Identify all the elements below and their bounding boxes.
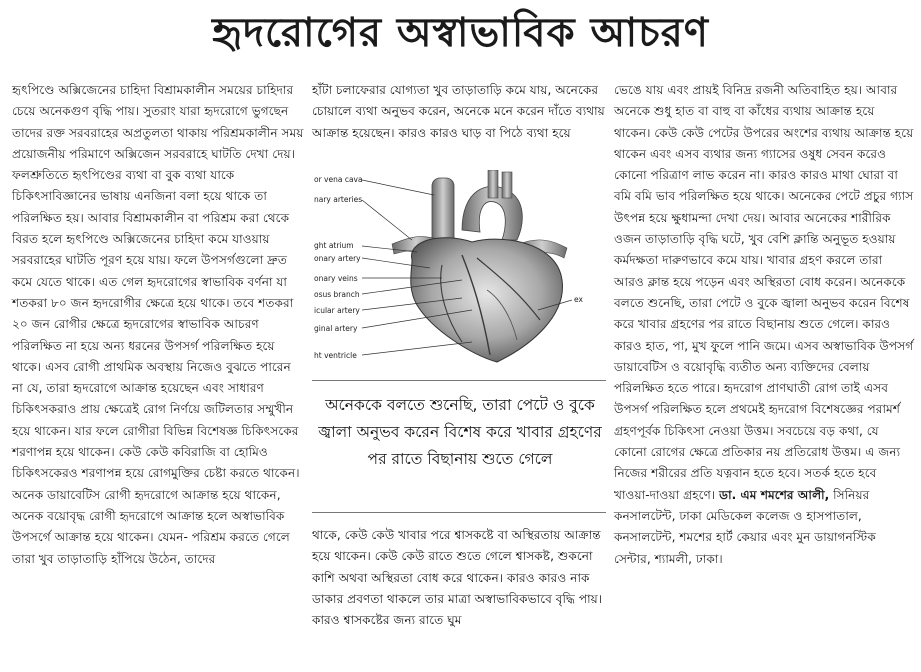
heart-label: or vena cava [314,175,363,184]
heart-label: nary arteries [314,195,363,204]
pointer-line [362,180,434,195]
heart-illustration [312,170,606,365]
author-credentials: সিনিয়র কনসালটেন্ট, ঢাকা মেডিকেল কলেজ ও হাসপাতাল, কনসালটেন্ট, শমশের হার্ট কেয়ার এবং মুন ডায়াগনস্টিক সেন্টার, শ্যামলী, ঢাকা। [614,487,876,566]
column-2-bottom-text: থাকে, কেউ কেউ খাবার পরে শ্বাসকষ্টে বা অস্থিরতায় আক্রান্ত হয়ে থাকেন। কেউ কেউ রাতে শুতে গেলে শ্বাসকষ্ট, শুকনো কাশি অথবা অস্থিরতা বোধ করে থাকেন। কারও কারও নাক ডাকার প্রবণতা থাকলে তার মাত্রা অস্বাভাবিকভাবে বৃদ্ধি পায়। কারও শ্বাসকষ্টের জন্য রাতে ঘুম [312,528,603,628]
heart-diagram [312,170,606,365]
pointer-line [362,342,472,355]
heart-label: ht ventricle [314,351,357,360]
headline: হৃদরোগের অস্বাভাবিক আচরণ [212,10,709,56]
pointer-line [362,200,412,240]
column-2-top [312,80,606,144]
heart-label: icular artery [314,306,360,315]
column-3-body: ভেঙে যায় এবং প্রায়ই বিনিদ্র রজনী অতিবাহিত হয়। আবার অনেকে শুধু হাত বা বাহু বা কাঁধের ব্যথায় আক্রান্ত হয়ে থাকেন। কেউ কেউ পেটের উপরের অংশের ব্যথায় আক্রান্ত হয়ে থাকেন এবং এসব ব্যথার জন্য গ্যাসের ওষুধ সেবন করেও কোনো পরিত্রাণ লাভ করেন না। কারও কারও মাথা ঘোরা বা বমি বমি ভাব পরিলক্ষিত হয়ে থাকে। অনেকের পেটে প্রচুর গ্যাস উৎপন্ন হয়ে ক্ষুধামন্দা দেখা দেয়। আবার অনেকের শারীরিক ওজন তাড়াতাড়ি বৃদ্ধি ঘটে, খুব বেশি ক্লান্তি অনুভূত হওয়ায় কর্মদক্ষতা দারুণভাবে কমে যায়। খাবার গ্রহণ করলে তারা আরও ক্লান্ত হয়ে পড়েন এবং অস্থিরতা বোধ করেন। অনেককে বলতে শুনেছি, তারা পেটে ও বুকে জ্বালা অনুভব করেন বিশেষ করে খাবার গ্রহণের পর রাতে বিছানায় শুতে গেলে। কারও কারও হাত, পা, মুখ ফুলে পানি জমে। এসব অস্বাভাবিক উপসর্গ ডায়াবেটিস ও বয়োবৃদ্ধি ব্যতীত অন্য ব্যক্তিদের বেলায় পরিলক্ষিত হতে পারে। হৃদরোগ প্রাণঘাতী রোগ তাই এসব উপসর্গ পরিলক্ষিত হলে প্রথমেই হৃদরোগ বিশেষজ্ঞের পরামর্শ গ্রহণপূর্বক চিকিৎসা নেওয়া উত্তম। সবচেয়ে বড় কথা, যে কোনো রোগের ক্ষেত্রে প্রতিকার নয় প্রতিরোধ উত্তম। এ জন্য নিজের শরীরের প্রতি যত্নবান হতে হবে। সতর্ক হতে হবে খাওয়া-দাওয়া গ্রহণে। [614,83,914,502]
column-3 [614,80,914,570]
author-name: ডা. এম শমশের আলী, [719,487,830,502]
column-1 [12,80,304,570]
heart-label: osus branch [314,290,360,299]
heart-label: ginal artery [314,324,358,333]
artery-branch-2 [502,172,512,198]
pull-quote-top-rule [312,380,606,381]
heart-label: ght atrium [314,241,354,250]
column-1-text: হৃৎপিণ্ডে অক্সিজেনের চাহিদা বিশ্রামকালীন সময়ের চাহিদার চেয়ে অনেকগুণ বৃদ্ধি পায়। সুতরাং যারা হৃদরোগে ভুগছেন তাদের রক্ত সরবরাহের অপ্রতুলতা থাকায় পরিশ্রমকালীন সময় প্রয়োজনীয় পরিমাণে অক্সিজেন সরবরাহে ঘাটতি দেখা দেয়। ফলশ্রুতিতে হৃৎপিণ্ডের ব্যথা বা বুক ব্যথা যাকে চিকিৎসাবিজ্ঞানের ভাষায় এনজিনা বলা হয়ে থাকে তা পরিলক্ষিত হয়। আবার বিশ্রামকালীন বা পরিশ্রম করা থেকে বিরত হলে হৃৎপিণ্ডে অক্সিজেনের চাহিদা কমে যাওয়ায় সরবরাহের ঘাটতি পূরণ হয়ে যায়। ফলে উপসর্গগুলো দ্রুত কমে যেতে থাকে। এত গেল হৃদরোগের স্বাভাবিক বর্ণনা যা শতকরা ৮০ জন হৃদরোগীর ক্ষেত্রে হয়ে থাকে। তবে শতকরা ২০ জন রোগীর ক্ষেত্রে হৃদরোগের স্বাভাবিক আচরণ পরিলক্ষিত না হয়ে অন্য ধরনের উপসর্গ পরিলক্ষিত হয়ে থাকে। এসব রোগী প্রাথমিক অবস্থায় নিজেও বুঝতে পারেন না যে, তারা হৃদরোগে আক্রান্ত হয়েছেন এবং সাধারণ চিকিৎসকরাও প্রায় ক্ষেত্রেই রোগ নির্ণয়ে জটিলতার সম্মুখীন হয়ে থাকেন। যার ফলে রোগীরা বিভিন্ন বিশেষজ্ঞ চিকিৎসকের শরণাপন্ন হয়ে থাকেন। কেউ কেউ কবিরাজি বা হোমিও চিকিৎসকেরও শরণাপন্ন হয়ে রোগমুক্তির চেষ্টা করতে থাকেন। অনেক ডায়াবেটিস রোগী হৃদরোগে আক্রান্ত হয়ে থাকেন, অনেক বয়োবৃদ্ধ রোগী হৃদরোগে আক্রান্ত হলে অস্বাভাবিক উপসর্গে আক্রান্ত হয়ে থাকেন। যেমন- পরিশ্রম করতে গেলে তারা খুব তাড়াতাড়ি হাঁপিয়ে উঠেন, তাদের [12,83,304,566]
heart-label: ex [574,295,583,304]
column-2-top-text: হাঁটা চলাফেরার যোগ্যতা খুব তাড়াতাড়ি কমে যায়, অনেকের চোয়ালে ব্যথা অনুভব করেন, অনেকে মনে করেন দাঁতে ব্যথায় আক্রান্ত হয়েছেন। কারও কারও ঘাড় বা পিঠে ব্যথা হয়ে [312,83,605,140]
artery-branch-1 [488,170,498,198]
column-3-text [614,80,914,570]
heart-label: onary artery [314,254,361,263]
pull-quote: অনেককে বলতে শুনেছি, তারা পেটে ও বুকে জ্বালা অনুভব করেন বিশেষ করে খাবার গ্রহণের পর রাতে বিছানায় শুতে গেলে [318,396,602,468]
heart-label: onary veins [314,274,358,283]
heart-body [411,238,563,362]
pull-quote-bottom-rule [312,512,606,513]
column-2-bottom [312,525,606,631]
